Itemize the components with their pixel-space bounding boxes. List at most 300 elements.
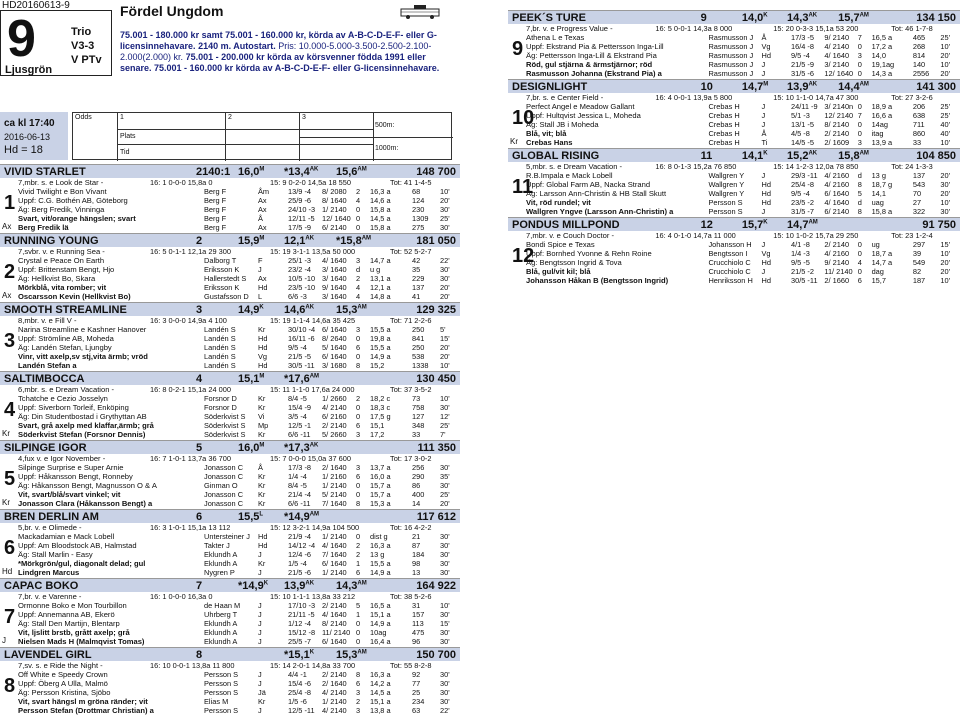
start-cell: 2/ 2140: [322, 670, 347, 679]
horse-stat: Tot: 55 8-2-8: [390, 661, 432, 670]
horse-track-tag: Ax: [2, 222, 12, 231]
start-cell: 3: [356, 325, 361, 334]
start-cell: 275: [412, 223, 425, 232]
record-suffix: AM: [859, 150, 869, 157]
horse-name: PONDUS MILLPOND: [512, 219, 620, 231]
start-cell: J: [258, 550, 262, 559]
start-cell: Landén S: [204, 325, 236, 334]
record-suffix: AK: [305, 304, 315, 311]
horse-entry: [0, 647, 460, 715]
start-cell: 18,7 g: [871, 180, 893, 189]
start-cell: Kr: [258, 697, 266, 706]
start-cell: 6/6 -3: [288, 292, 307, 301]
start-cell: 30/5 -11: [288, 361, 315, 370]
start-cell: 15,2: [370, 361, 385, 370]
start-cell: 7/ 1640: [322, 499, 347, 508]
start-cell: Crebas H: [708, 138, 740, 147]
start-cell: 4: [356, 283, 361, 292]
start-cell: J: [761, 111, 766, 120]
start-cell: 10': [940, 42, 950, 51]
start-cell: Vg: [258, 352, 268, 361]
start-cell: 538: [412, 352, 425, 361]
horse-record-f2: [742, 12, 768, 24]
horse-record-f1: [196, 304, 202, 316]
start-cell: 13,8 a: [370, 706, 391, 715]
start-cell: 2556: [912, 69, 930, 78]
horse-record-f3: [284, 649, 314, 661]
start-cell: 20': [440, 292, 450, 301]
horse-number: 11: [512, 176, 534, 198]
record-suffix: AK: [309, 166, 319, 173]
start-cell: 30': [940, 207, 950, 216]
record-suffix: K: [259, 304, 264, 311]
start-cell: 15': [440, 619, 450, 628]
start-cell: 13/9 -4: [288, 187, 312, 196]
horse-record-f3: [284, 304, 314, 316]
horse-record-f1: [196, 166, 230, 178]
start-cell: 40': [940, 129, 950, 138]
start-cell: 6: [356, 421, 361, 430]
horse-info-line: Uppf: Annemanna AB, Ekerö: [18, 610, 115, 619]
horse-list-right: [508, 10, 960, 286]
horse-record-f2: [238, 511, 263, 523]
horse-record-f3: [787, 12, 817, 24]
record-suffix: AK: [305, 580, 315, 587]
horse-info-line: Vit, svart hängsl m gröna ränder; vit: [18, 697, 148, 706]
start-cell: 1/ 2140: [322, 697, 347, 706]
start-cell: 3/ 1640: [322, 265, 347, 274]
start-cell: 20': [940, 258, 950, 267]
start-cell: 1/ 2140: [322, 568, 347, 577]
start-cell: 20': [940, 171, 950, 180]
condition-text: 75.001 - 180.000 kr samt 75.001 - 160.000 kr, körda av A-B-C-D-E-F- eller G- licensinnehavare.: [120, 30, 437, 51]
start-cell: Kr: [258, 430, 266, 439]
start-cell: Ginman O: [204, 481, 238, 490]
horse-number: 4: [4, 399, 16, 421]
horse-stat: 15: 12 3-2-1 14,9a 104 500: [270, 523, 360, 532]
start-cell: 12/ 1640: [322, 214, 351, 223]
start-cell: 20': [940, 51, 950, 60]
horse-record-f4: [336, 649, 367, 661]
start-cell: 15,5 a: [370, 559, 391, 568]
start-cell: 322: [912, 207, 926, 216]
start-cell: J: [761, 267, 766, 276]
start-cell: 8/4 -5: [288, 481, 307, 490]
record-value: 11: [700, 150, 713, 162]
start-cell: 17,2 a: [871, 42, 893, 51]
horse-track-tag: Ax: [2, 291, 12, 300]
horse-stat: 15: 10 1-1-0 14,7a 47 300: [773, 93, 859, 102]
start-cell: 10': [440, 394, 450, 403]
start-cell: 2/ 2140: [824, 240, 850, 249]
horse-info-line: Äg: Persson Kristina, Sjöbo: [18, 688, 111, 697]
start-cell: Ax: [258, 196, 267, 205]
start-cell: 17/3 -5: [790, 33, 814, 42]
start-cell: 12/5 -1: [288, 421, 312, 430]
start-cell: 0: [356, 352, 361, 361]
start-cell: 4/ 1640: [824, 198, 850, 207]
start-cell: 7/ 1640: [322, 550, 347, 559]
horse-record-f1: [196, 511, 202, 523]
start-cell: 16/11 -6: [288, 334, 315, 343]
horse-record-f1: [701, 219, 713, 231]
start-cell: 5: [356, 601, 361, 610]
start-cell: 6/ 2140: [322, 223, 347, 232]
record-value: 14,6: [284, 304, 306, 316]
start-cell: 9/5 -4: [790, 189, 810, 198]
start-cell: 10ag: [370, 628, 387, 637]
record-suffix: M: [259, 373, 265, 380]
start-cell: 8/ 2140: [322, 619, 347, 628]
record-value: *17,3: [284, 442, 310, 454]
horse-info-line: Lindgren Marcus: [18, 568, 80, 577]
start-cell: 2: [356, 541, 361, 550]
start-cell: 7': [440, 430, 446, 439]
record-value: 15,2: [787, 150, 809, 162]
start-cell: Kr: [258, 325, 266, 334]
record-value: 7: [196, 580, 203, 592]
start-cell: 0: [356, 532, 361, 541]
start-cell: 206: [912, 102, 926, 111]
start-cell: 20': [440, 352, 450, 361]
start-cell: 6: [356, 568, 361, 577]
start-cell: 25': [440, 214, 450, 223]
start-cell: 12/ 1640: [824, 69, 854, 78]
horse-prize: 148 700: [416, 166, 456, 178]
start-cell: Ti: [761, 138, 768, 147]
horse-info-line: Silpinge Surprise e Super Arnie: [18, 463, 124, 472]
start-cell: 0: [356, 205, 361, 214]
record-suffix: M: [259, 235, 265, 242]
horse-info-line: Uppf: C.G. Bothén AB, Göteborg: [18, 196, 128, 205]
start-cell: Hd: [761, 180, 771, 189]
horse-stat: 16: 5 0-1-1 12,1a 29 300: [150, 247, 231, 256]
start-cell: 3: [356, 688, 361, 697]
horse-info-line: Söderkvist Stefan (Forsnor Dennis): [18, 430, 146, 439]
start-cell: 0: [857, 249, 862, 258]
record-suffix: AK: [309, 442, 319, 449]
start-cell: Å: [761, 33, 767, 42]
horse-stat: Tot: 24 1-3-3: [891, 162, 933, 171]
start-cell: 137: [412, 283, 425, 292]
start-cell: J: [258, 601, 262, 610]
start-cell: 6/ 1640: [322, 559, 347, 568]
start-cell: J: [258, 679, 262, 688]
record-suffix: AM: [808, 219, 818, 226]
horse-info-line: Äg: Stall Den Martijn, Blentarp: [18, 619, 120, 628]
track-color: Ljusgrön: [5, 64, 53, 76]
start-cell: 15,1 a: [370, 610, 391, 619]
horse-entry: [0, 371, 460, 439]
start-cell: 20': [440, 499, 450, 508]
start-cell: J: [761, 69, 766, 78]
record-value: 2140:1: [196, 166, 231, 178]
horse-prize: 181 050: [416, 235, 456, 247]
record-value: 10: [700, 81, 713, 93]
start-cell: 9/5 -4: [288, 343, 307, 352]
start-cell: Landén S: [204, 361, 236, 370]
start-cell: 16,6 a: [871, 111, 893, 120]
start-cell: 8/ 1640: [322, 196, 347, 205]
start-cell: Jonasson C: [204, 472, 244, 481]
place-1-label: 1: [120, 114, 124, 121]
start-cell: 6/ 1640: [322, 637, 347, 646]
start-cell: 6/ 1640: [322, 352, 347, 361]
start-cell: J: [761, 60, 766, 69]
record-value: *14,9: [284, 511, 310, 523]
start-cell: Rasmusson J: [708, 42, 754, 51]
start-cell: 14,1: [871, 189, 886, 198]
horse-record-f2: [742, 81, 768, 93]
start-cell: 18,3 c: [370, 403, 391, 412]
start-cell: 15/12 -8: [288, 628, 316, 637]
start-cell: 297: [912, 240, 926, 249]
start-cell: 25/4 -8: [790, 180, 814, 189]
start-cell: 3/ 1640: [322, 292, 347, 301]
start-cell: 25': [940, 111, 950, 120]
horse-record-f3: [284, 580, 314, 592]
start-cell: 73: [412, 394, 421, 403]
horse-info-line: Nielsen Mads H (Malmqvist Tomas): [18, 637, 145, 646]
record-value: 15,3: [336, 649, 358, 661]
start-cell: 63: [412, 706, 421, 715]
start-cell: 7: [857, 33, 862, 42]
start-cell: 137: [912, 171, 926, 180]
start-cell: 9/ 1640: [322, 283, 347, 292]
start-cell: 15,5 a: [370, 325, 391, 334]
horse-entry: [0, 164, 460, 232]
horse-stat: 16: 1 0-0-0 16,3a 0: [150, 592, 213, 601]
start-cell: 13/1 -5: [790, 120, 814, 129]
horse-name: SMOOTH STREAMLINE: [4, 304, 127, 316]
start-cell: 2: [356, 697, 361, 706]
horse-number: 5: [4, 468, 16, 490]
start-cell: 2: [356, 394, 361, 403]
start-cell: J: [258, 568, 262, 577]
start-cell: Takter J: [204, 541, 230, 550]
start-cell: 35': [440, 472, 450, 481]
bet-type: Trio: [71, 26, 92, 38]
start-cell: 290: [412, 472, 425, 481]
start-cell: Kr: [258, 472, 266, 481]
start-cell: 15,7: [871, 276, 886, 285]
horse-record-f2: [238, 373, 264, 385]
horse-stat: 15: 20 0-3-3 15,1a 53 200: [773, 24, 859, 33]
start-cell: 30': [440, 628, 450, 637]
horse-header: [0, 509, 460, 523]
start-cell: Eklundh A: [204, 550, 238, 559]
start-cell: 23/5 -2: [790, 198, 814, 207]
start-cell: 16/4 -8: [790, 42, 814, 51]
start-cell: ug: [871, 240, 880, 249]
start-cell: Eriksson K: [204, 283, 240, 292]
record-value: 14,3: [787, 12, 809, 24]
start-cell: 5': [440, 325, 446, 334]
horse-record-f2: [742, 219, 768, 231]
horse-prize: 150 700: [416, 649, 456, 661]
start-cell: Kr: [258, 394, 266, 403]
start-cell: 30': [440, 679, 450, 688]
record-suffix: AM: [357, 166, 367, 173]
start-cell: 35: [412, 265, 421, 274]
horse-track-tag: Kr: [2, 429, 10, 438]
horse-record-f2: [238, 580, 268, 592]
start-cell: J: [761, 240, 766, 249]
start-cell: 30': [940, 180, 950, 189]
horse-info-line: Vinr, vitt axelp,sv stj,vita ärmb; vröd: [18, 352, 148, 361]
start-cell: 157: [412, 610, 425, 619]
start-cell: 2/ 2140: [322, 601, 347, 610]
horse-number: 7: [4, 606, 16, 628]
horse-stat: 15: 9 0-2-0 14,5a 18 550: [270, 178, 351, 187]
horse-info-line: Mörkblå, vita romber; vit: [18, 283, 107, 292]
horse-info-line: Uppf: Strömline AB, Moheda: [18, 334, 114, 343]
start-cell: 229: [412, 274, 425, 283]
start-cell: Hd: [258, 343, 268, 352]
start-cell: 15': [940, 240, 950, 249]
start-cell: 2/ 1660: [824, 276, 850, 285]
start-cell: 12': [440, 412, 450, 421]
start-cell: 2/ 1640: [322, 463, 347, 472]
horse-info-line: Röd, gul stjärna & ärmstjärnor; röd: [526, 60, 653, 69]
start-cell: 27: [912, 198, 922, 207]
race-conditions: [120, 30, 450, 74]
start-cell: J: [258, 706, 262, 715]
horse-header: [0, 440, 460, 454]
start-cell: 4/ 2140: [322, 688, 347, 697]
start-cell: 0: [356, 214, 361, 223]
horse-info-line: Uppf: Am Bloodstock AB, Halmstad: [18, 541, 137, 550]
horse-record-f1: [196, 580, 202, 592]
start-cell: 1309: [412, 214, 429, 223]
horse-entry: [0, 578, 460, 646]
start-cell: Hallerstedt S: [204, 274, 247, 283]
start-cell: 1: [356, 559, 361, 568]
start-cell: 2/ 1609: [824, 138, 850, 147]
horse-header: [0, 302, 460, 316]
horse-track-tag: Kr: [2, 498, 10, 507]
horse-info-line: 7,sv. s. e Ride the Night -: [18, 661, 103, 670]
start-cell: 13,1 a: [370, 274, 391, 283]
horse-record-f4: [838, 150, 869, 162]
start-cell: Elias M: [204, 697, 229, 706]
start-cell: 21/9 -4: [288, 532, 312, 541]
horse-stat: Tot: 46 1-7-8: [891, 24, 933, 33]
horse-info-line: Narina Streamline e Kashner Hanover: [18, 325, 147, 334]
horse-info-line: Uppf: Håkansson Bengt, Ronneby: [18, 472, 133, 481]
start-cell: u g: [370, 265, 381, 274]
start-cell: 4/ 1640: [322, 610, 347, 619]
start-cell: Wallgren Y: [708, 180, 745, 189]
start-cell: 29/3 -11: [790, 171, 818, 180]
start-cell: 8/4 -5: [288, 394, 307, 403]
horse-info-line: Persson Stefan (Drottmar Christian) a: [18, 706, 154, 715]
bet-type: V3-3: [71, 40, 95, 52]
start-cell: itag: [871, 129, 884, 138]
race-title: Fördel Ungdom: [120, 3, 224, 19]
start-cell: 14,3 a: [871, 69, 893, 78]
horse-info-line: Uppf: Hultqvist Jessica L, Moheda: [526, 111, 641, 120]
start-cell: Persson S: [204, 706, 239, 715]
start-cell: Dalborg T: [204, 256, 237, 265]
horse-record-f2: [238, 166, 264, 178]
start-cell: 30': [440, 637, 450, 646]
start-cell: 13,9 a: [871, 138, 893, 147]
start-cell: 1/ 2140: [322, 205, 347, 214]
horse-info-line: 7,br. v. e Progress Value -: [526, 24, 613, 33]
start-cell: 30': [440, 463, 450, 472]
start-cell: 6/ 1640: [824, 189, 850, 198]
record-suffix: AK: [808, 12, 818, 19]
horse-stat: Tot: 52 5-2-7: [390, 247, 432, 256]
start-cell: 96: [412, 637, 421, 646]
start-cell: Jonasson C: [204, 490, 244, 499]
start-cell: Persson S: [708, 207, 743, 216]
record-value: 15,1: [238, 373, 260, 385]
start-cell: 14,9 a: [370, 619, 391, 628]
start-cell: 30': [440, 205, 450, 214]
record-value: 5: [196, 442, 203, 454]
horse-stat: 15: 11 1-1-0 17,6a 24 000: [270, 385, 355, 394]
start-cell: 16,3 a: [370, 187, 391, 196]
start-cell: d: [356, 265, 361, 274]
horse-record-f4: [336, 580, 367, 592]
start-cell: 140: [912, 60, 926, 69]
start-cell: 0: [857, 69, 862, 78]
horse-info-line: Äg: Landén Stefan, Ljungby: [18, 343, 112, 352]
start-cell: 30': [440, 610, 450, 619]
start-cell: 25': [940, 33, 950, 42]
horse-stat: Tot: 37 3-5-2: [390, 385, 432, 394]
horse-info-line: Crystal e Peace On Earth: [18, 256, 105, 265]
start-cell: Kr: [258, 559, 266, 568]
horse-body: [508, 93, 960, 147]
start-cell: Kr: [258, 490, 266, 499]
start-cell: Crebas H: [708, 129, 740, 138]
start-cell: Landén S: [204, 352, 236, 361]
record-suffix: AM: [309, 373, 320, 380]
record-value: 16,0: [238, 166, 260, 178]
start-cell: 31/5 -7: [790, 207, 814, 216]
record-suffix: AM: [309, 511, 320, 518]
start-cell: 0: [356, 481, 361, 490]
start-cell: J: [258, 670, 262, 679]
start-cell: 5/ 1640: [322, 343, 347, 352]
start-cell: 4/ 1640: [322, 256, 347, 265]
horse-stat: 16: 10 0-0-1 13,8a 11 800: [150, 661, 235, 670]
start-cell: Ax: [258, 223, 267, 232]
start-cell: 12/5 -11: [288, 706, 315, 715]
start-cell: 86: [412, 481, 421, 490]
horse-info-line: Äg: Berg Fredik, Vinninga: [18, 205, 105, 214]
start-cell: 92: [412, 670, 421, 679]
start-cell: Å: [761, 129, 767, 138]
start-cell: 15,5 a: [370, 343, 391, 352]
start-cell: 30': [440, 265, 450, 274]
start-cell: 3: [356, 256, 361, 265]
start-cell: 6/ 2140: [824, 207, 850, 216]
race-date: 2016-06-13: [4, 132, 51, 142]
horse-info-line: 5,mbr. s. e Dream Vacation -: [526, 162, 623, 171]
horse-info-line: *Mörkgrön/gul, diagonalt delad; gul: [18, 559, 146, 568]
horse-stat: 16: 4 0-0-1 13,9a 5 800: [655, 93, 733, 102]
start-cell: 30/5 -11: [790, 276, 818, 285]
horse-info-line: 6,mbr. s. e Dream Vacation -: [18, 385, 115, 394]
start-cell: J: [258, 628, 262, 637]
start-cell: 2/ 2140: [322, 421, 347, 430]
horse-record-f1: [196, 373, 202, 385]
horse-info-line: Uppf: Öberg A Ulla, Malmö: [18, 679, 108, 688]
